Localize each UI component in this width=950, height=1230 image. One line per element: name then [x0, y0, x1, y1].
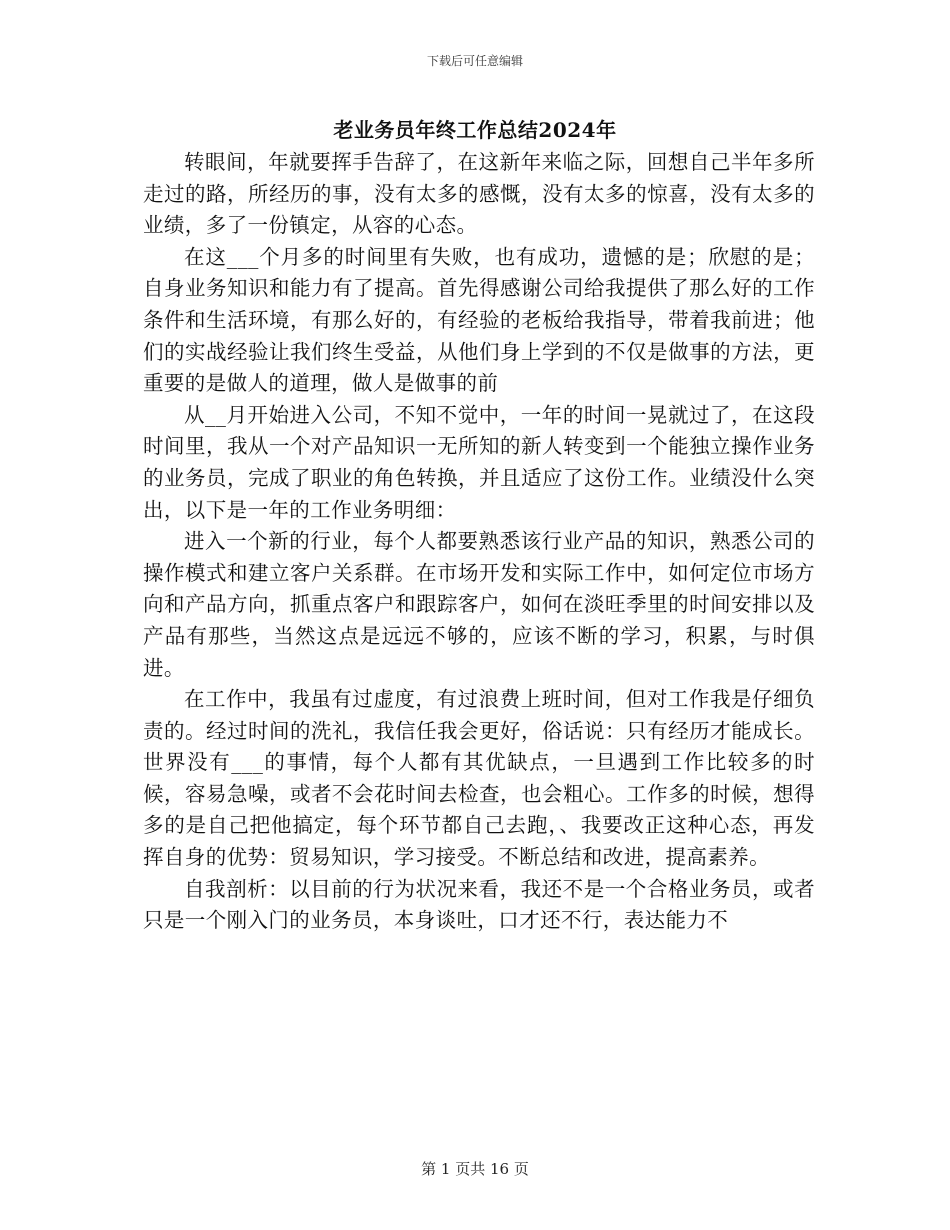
document-title: 老业务员年终工作总结2024年: [333, 118, 617, 142]
paragraph-5: 在工作中，我虽有过虚度，有过浪费上班时间，但对工作我是仔细负责的。经过时间的洗礼，我信任我会更好，俗话说：只有经历才能成长。世界没有___的事情，每个人都有其优缺点，一旦遇到工作比较多的时候，容易急噪，或者不会花时间去检查，也会粗心。工作多的时候，想得多的是自己把他搞定，每个环节都自己去跑，、我要改正这种心态，再发挥自身的优势：贸易知识，学习接受。不断总结和改进，提高素养。: [143, 687, 815, 870]
paragraph-4: 进入一个新的行业，每个人都要熟悉该行业产品的知识，熟悉公司的操作模式和建立客户关系群。在市场开发和实际工作中，如何定位市场方向和产品方向，抓重点客户和跟踪客户，如何在淡旺季里的时间安排以及产品有那些，当然这点是远远不够的，应该不断的学习，积累，与时俱进。: [143, 529, 815, 680]
paragraph-2: 在这___个月多的时间里有失败，也有成功，遗憾的是；欣慰的是；自身业务知识和能力有了提高。首先得感谢公司给我提供了那么好的工作条件和生活环境，有那么好的，有经验的老板给我指导，带着我前进；他们的实战经验让我们终生受益，从他们身上学到的不仅是做事的方法，更重要的是做人的道理，做人是做事的前: [143, 244, 815, 396]
document-body: [143, 147, 815, 937]
paragraph-6: 自我剖析：以目前的行为状况来看，我还不是一个合格业务员，或者只是一个刚入门的业务员，本身谈吐，口才还不行，表达能力不: [143, 876, 815, 933]
page-number: 第 1 页共 16 页: [421, 1160, 529, 1178]
paragraph-3: 从__月开始进入公司，不知不觉中，一年的时间一晃就过了，在这段时间里，我从一个对产品知识一无所知的新人转变到一个能独立操作业务的业务员，完成了职业的角色转换，并且适应了这份工作。业绩没什么突出，以下是一年的工作业务明细：: [143, 402, 815, 522]
page-header-note: 下载后可任意编辑: [426, 54, 523, 68]
paragraph-1: 转眼间，年就要挥手告辞了，在这新年来临之际，回想自己半年多所走过的路，所经历的事，没有太多的感慨，没有太多的惊喜，没有太多的业绩，多了一份镇定，从容的心态。: [143, 150, 815, 238]
